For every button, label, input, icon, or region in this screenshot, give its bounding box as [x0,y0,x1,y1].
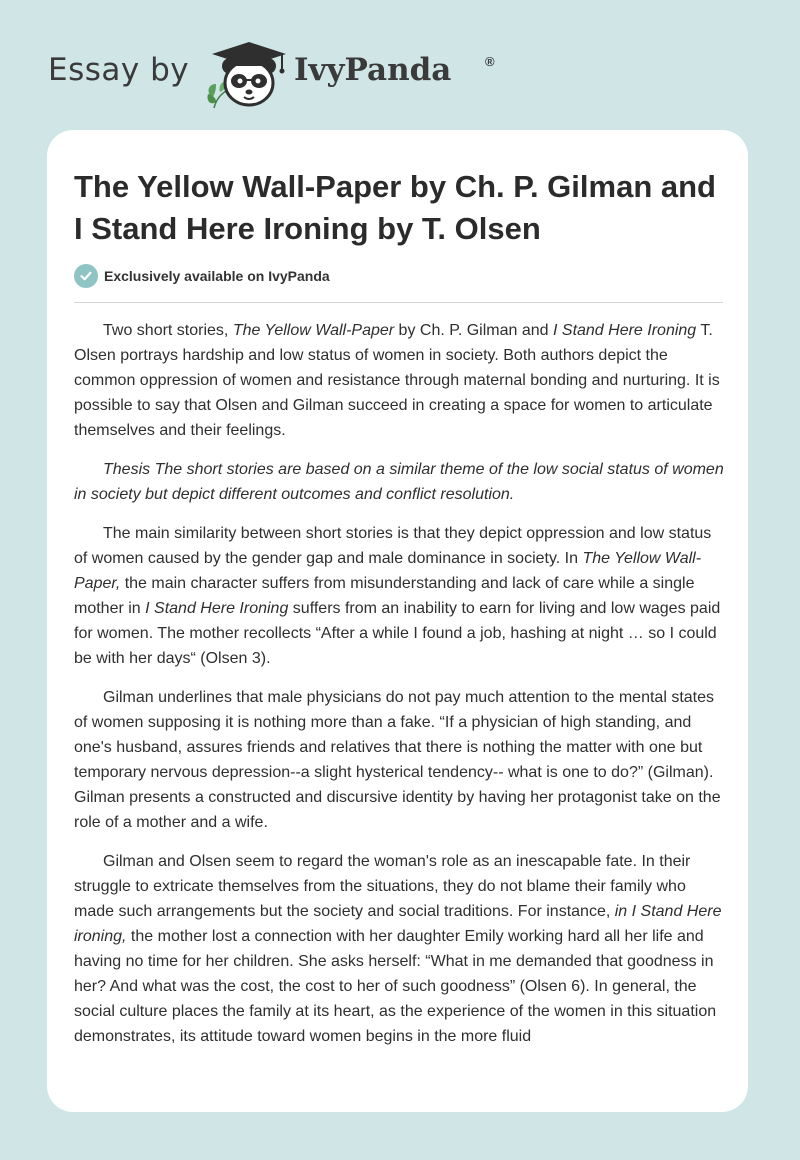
essay-by-label: Essay by [48,52,190,88]
essay-title: The Yellow Wall-Paper by Ch. P. Gilman and I Stand Here Ironing by T. Olsen [74,169,716,246]
site-header [48,34,508,114]
paragraph-fate: Gilman and Olsen seem to regard the woman's role as an inescapable fate. In their struggle to extricate themselves from the situations, they do not blame their family who made such arrangements but the society and social traditions. For instance, in I Stand Here ironing, the mother lost a connection with her daughter Emily working hard all her life and having no time for her children. She asks herself: “What in me demanded that goodness in her? And what was the cost, the cost to her of such goodness” (Olsen 6). In general, the social culture places the family at its heart, as the experience of the women in this situation demonstrates, its attitude toward women begins in the more fluid [74,853,722,1045]
exclusive-label: Exclusively available on IvyPanda [104,268,330,284]
exclusive-badge [74,263,330,289]
brand-name[interactable]: IvyPanda [294,52,452,88]
check-icon [74,264,98,288]
essay-card [47,130,748,1112]
paragraph-intro: Two short stories, The Yellow Wall-Paper by Ch. P. Gilman and I Stand Here Ironing T. Olsen portrays hardship and low status of women in society. Both authors depict the common oppression of women and resistance through maternal bonding and nurturing. It is possible to say that Olsen and Gilman succeed in creating a space for women to articulate themselves and their feelings. [74,322,720,439]
paragraph-physicians: Gilman underlines that male physicians do not pay much attention to the mental states of women supposing it is nothing more than a fake. “If a physician of high standing, and one's husband, assures friends and relatives that there is nothing the matter with one but temporary nervous depression--a slight hysterical tendency-- what is one to do?” (Gilman). Gilman presents a constructed and discursive identity by having her protagonist take on the role of a mother and a wife. [74,689,721,831]
paragraph-similarity: The main similarity between short stories is that they depict oppression and low status of women caused by the gender gap and male dominance in society. In The Yellow Wall-Paper, the main character suffers from misunderstanding and lack of care while a single mother in I Stand Here Ironing suffers from an inability to earn for living and low wages paid for women. The mother recollects “After a while I found a job, hashing at night … so I could be with her days“ (Olsen 3). [74,525,721,667]
paragraph-thesis: Thesis The short stories are based on a similar theme of the low social status of women in society but depict different outcomes and conflict resolution. [74,461,724,503]
divider [74,302,723,303]
panda-mascot-icon [202,36,290,112]
registered-mark: ® [485,54,495,69]
essay-body [74,318,726,1063]
